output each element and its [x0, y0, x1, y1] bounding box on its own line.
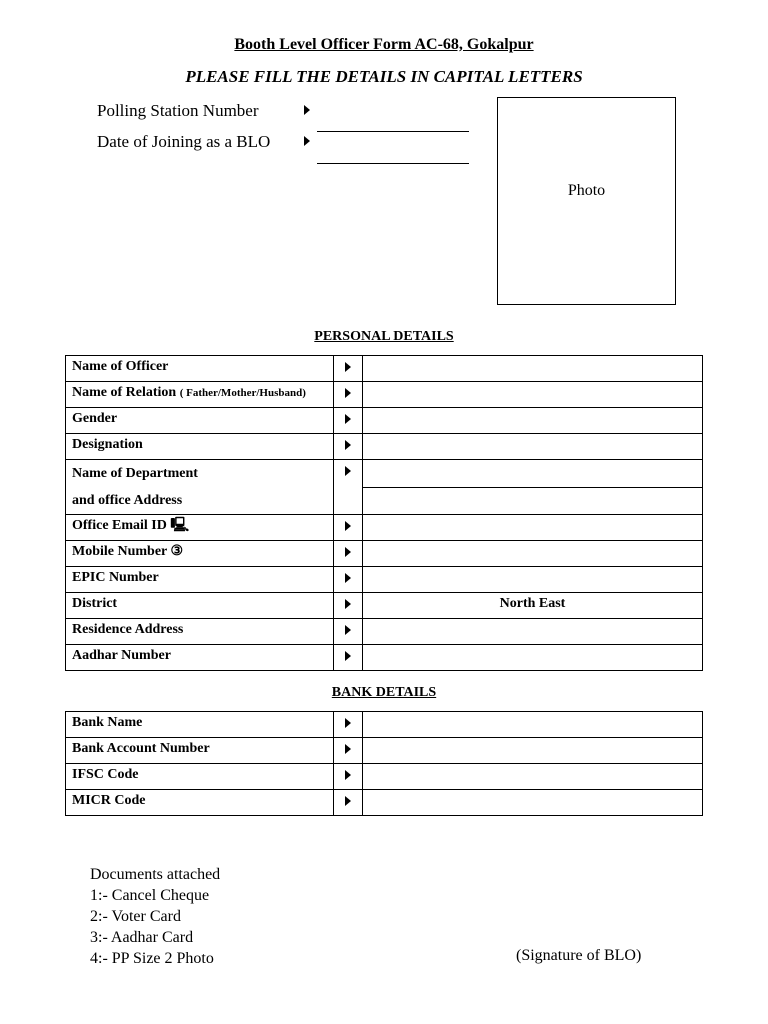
arrow-right-icon — [345, 599, 351, 609]
bank-account-number-input[interactable] — [363, 738, 703, 764]
field-label: IFSC Code — [66, 764, 334, 790]
aadhar-number-input[interactable] — [363, 645, 703, 671]
arrow-cell — [334, 790, 363, 816]
photo-label: Photo — [567, 182, 606, 199]
name-of-officer-input[interactable] — [363, 356, 703, 382]
table-row — [66, 460, 703, 488]
mobile-number-input[interactable] — [363, 541, 703, 567]
arrow-cell — [334, 593, 363, 619]
arrow-cell — [334, 712, 363, 738]
arrow-right-icon — [345, 440, 351, 450]
arrow-right-icon — [345, 466, 351, 476]
table-row — [66, 738, 703, 764]
arrow-right-icon — [345, 718, 351, 728]
list-item: 4:- PP Size 2 Photo — [90, 950, 214, 967]
arrow-right-icon — [345, 651, 351, 661]
field-label — [66, 382, 334, 408]
arrow-right-icon — [345, 625, 351, 635]
arrow-right-icon — [304, 136, 310, 146]
list-item: 3:- Aadhar Card — [90, 929, 194, 946]
district-value[interactable]: North East — [363, 593, 703, 619]
arrow-cell — [334, 738, 363, 764]
arrow-cell — [334, 567, 363, 593]
personal-details-table — [65, 355, 703, 671]
arrow-cell — [334, 764, 363, 790]
arrow-right-icon — [345, 547, 351, 557]
photo-box[interactable] — [497, 97, 676, 305]
arrow-cell — [334, 541, 363, 567]
gender-input[interactable] — [363, 408, 703, 434]
form-instruction: PLEASE FILL THE DETAILS IN CAPITAL LETTERS — [185, 67, 583, 86]
table-row — [66, 515, 703, 541]
field-label: Bank Name — [66, 712, 334, 738]
documents-heading: Documents attached — [90, 866, 221, 883]
designation-input[interactable] — [363, 434, 703, 460]
table-row — [66, 382, 703, 408]
field-label: Name of Officer — [66, 356, 334, 382]
arrow-right-icon — [345, 388, 351, 398]
office-email-input[interactable] — [363, 515, 703, 541]
arrow-right-icon — [345, 770, 351, 780]
arrow-cell — [334, 515, 363, 541]
relation-note: ( Father/Mother/Husband) — [179, 387, 306, 399]
polling-station-field[interactable] — [317, 131, 469, 132]
bank-details-table — [65, 711, 703, 816]
epic-number-input[interactable] — [363, 567, 703, 593]
arrow-cell — [334, 382, 363, 408]
field-label — [66, 460, 334, 515]
bank-details-heading: BANK DETAILS — [331, 685, 437, 700]
polling-station-label: Polling Station Number — [97, 101, 259, 120]
field-label: Gender — [66, 408, 334, 434]
arrow-cell — [334, 434, 363, 460]
arrow-cell — [334, 460, 363, 515]
date-of-joining-field[interactable] — [317, 163, 469, 164]
field-label: Office Email ID 🖳 — [66, 515, 334, 541]
table-row — [66, 408, 703, 434]
form-title: Booth Level Officer Form AC-68, Gokalpur — [234, 36, 534, 53]
field-label: Designation — [66, 434, 334, 460]
office-address-input[interactable] — [363, 487, 703, 515]
arrow-right-icon — [345, 573, 351, 583]
ifsc-code-input[interactable] — [363, 764, 703, 790]
date-of-joining-label: Date of Joining as a BLO — [97, 132, 271, 151]
arrow-cell — [334, 619, 363, 645]
department-label-line2: and office Address — [72, 493, 183, 508]
arrow-right-icon — [345, 796, 351, 806]
field-label: Bank Account Number — [66, 738, 334, 764]
documents-attached — [90, 864, 220, 969]
table-row — [66, 593, 703, 619]
personal-details-heading: PERSONAL DETAILS — [314, 329, 454, 344]
table-row — [66, 434, 703, 460]
table-row — [66, 619, 703, 645]
arrow-right-icon — [345, 521, 351, 531]
table-row — [66, 712, 703, 738]
field-label: District — [66, 593, 334, 619]
bank-name-input[interactable] — [363, 712, 703, 738]
name-of-relation-label: Name of Relation — [72, 385, 177, 400]
residence-address-input[interactable] — [363, 619, 703, 645]
department-label-line1: Name of Department — [72, 466, 198, 481]
arrow-right-icon — [345, 744, 351, 754]
field-label: Mobile Number ③ — [66, 541, 334, 567]
field-label: EPIC Number — [66, 567, 334, 593]
field-label: Aadhar Number — [66, 645, 334, 671]
arrow-right-icon — [345, 362, 351, 372]
table-row — [66, 356, 703, 382]
arrow-cell — [334, 356, 363, 382]
name-of-relation-input[interactable] — [363, 382, 703, 408]
arrow-right-icon — [345, 414, 351, 424]
arrow-cell — [334, 408, 363, 434]
field-label: Residence Address — [66, 619, 334, 645]
arrow-cell — [334, 645, 363, 671]
table-row — [66, 764, 703, 790]
table-row — [66, 567, 703, 593]
table-row — [66, 645, 703, 671]
list-item: 1:- Cancel Cheque — [90, 887, 210, 904]
signature-label: (Signature of BLO) — [516, 947, 642, 964]
field-label: MICR Code — [66, 790, 334, 816]
table-row — [66, 541, 703, 567]
micr-code-input[interactable] — [363, 790, 703, 816]
arrow-right-icon — [304, 105, 310, 115]
table-row — [66, 790, 703, 816]
list-item: 2:- Voter Card — [90, 908, 181, 925]
department-name-input[interactable] — [363, 460, 703, 488]
